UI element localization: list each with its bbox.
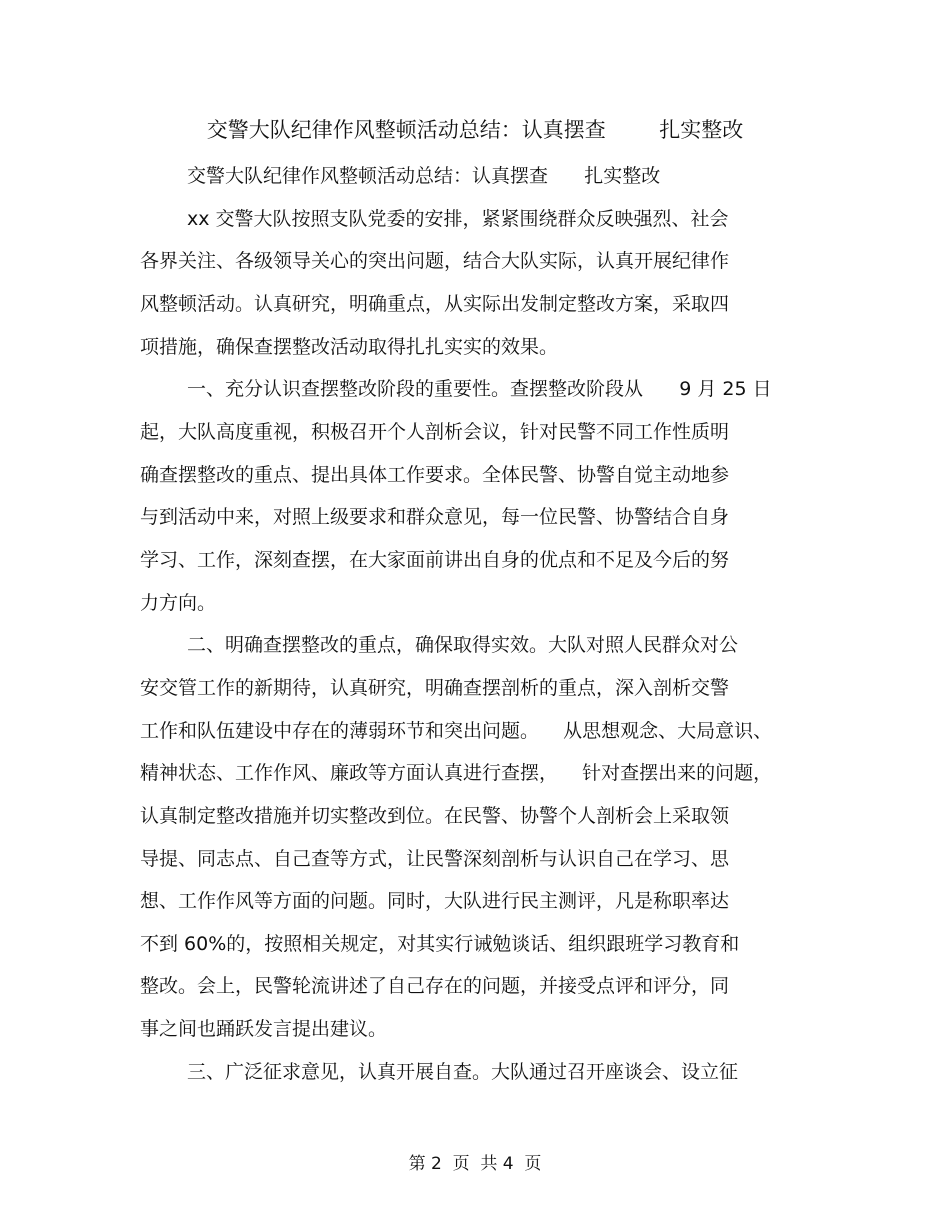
text-line: 事之间也踊跃发言提出建议。 [140,1018,388,1040]
text-line: 风整顿活动。认真研究，明确重点，从实际出发制定整改方案，采取四 [140,293,730,315]
text-line: xx 交警大队按照支队党委的安排，紧紧围绕群众反映强烈、社会 [187,208,729,230]
text-line: 力方向。 [140,592,217,614]
page-footer: 第 2 页 共 4 页 [408,1154,542,1174]
text-line: 与到活动中来，对照上级要求和群众意见，每一位民警、协警结合自身 [140,506,730,528]
text-line: 学习、工作，深刻查摆，在大家面前讲出自身的优点和不足及今后的努 [140,549,730,571]
text-line: 不到 60%的，按照相关规定，对其实行诫勉谈话、组织跟班学习教育和 [140,933,740,955]
text-line: 项措施，确保查摆整改活动取得扎扎实实的效果。 [140,336,559,358]
text-line: 二、明确查摆整改的重点，确保取得实效。大队对照人民群众对公 [187,634,739,656]
subtitle: 交警大队纪律作风整顿活动总结：认真摆查 扎实整改 [187,165,661,187]
text-line: 安交管工作的新期待，认真研究，明确查摆剖析的重点，深入剖析交警 [140,677,730,699]
text-line: 精神状态、工作作风、廉政等方面认真进行查摆， 针对查摆出来的问题， [140,762,773,784]
text-line: 认真制定整改措施并切实整改到位。在民警、协警个人剖析会上采取领 [140,805,730,827]
text-line: 各界关注、各级领导关心的突出问题，结合大队实际，认真开展纪律作 [140,250,730,272]
text-line: 导提、同志点、自己查等方式，让民警深刻剖析与认识自己在学习、思 [140,848,730,870]
page-title: 交警大队纪律作风整顿活动总结：认真摆查 扎实整改 [206,118,744,142]
text-line: 三、广泛征求意见，认真开展自查。大队通过召开座谈会、设立征 [187,1061,739,1083]
text-line: 想、工作作风等方面的问题。同时，大队进行民主测评，凡是称职率达 [140,890,730,912]
text-line: 一、充分认识查摆整改阶段的重要性。查摆整改阶段从 9 月 25 日 [187,378,772,400]
text-line: 起，大队高度重视，积极召开个人剖析会议，针对民警不同工作性质明 [140,421,730,443]
text-line: 确查摆整改的重点、提出具体工作要求。全体民警、协警自觉主动地参 [140,464,730,486]
text-line: 工作和队伍建设中存在的薄弱环节和突出问题。 从思想观念、大局意识、 [140,720,773,742]
text-line: 整改。会上，民警轮流讲述了自己存在的问题，并接受点评和评分，同 [140,975,730,997]
